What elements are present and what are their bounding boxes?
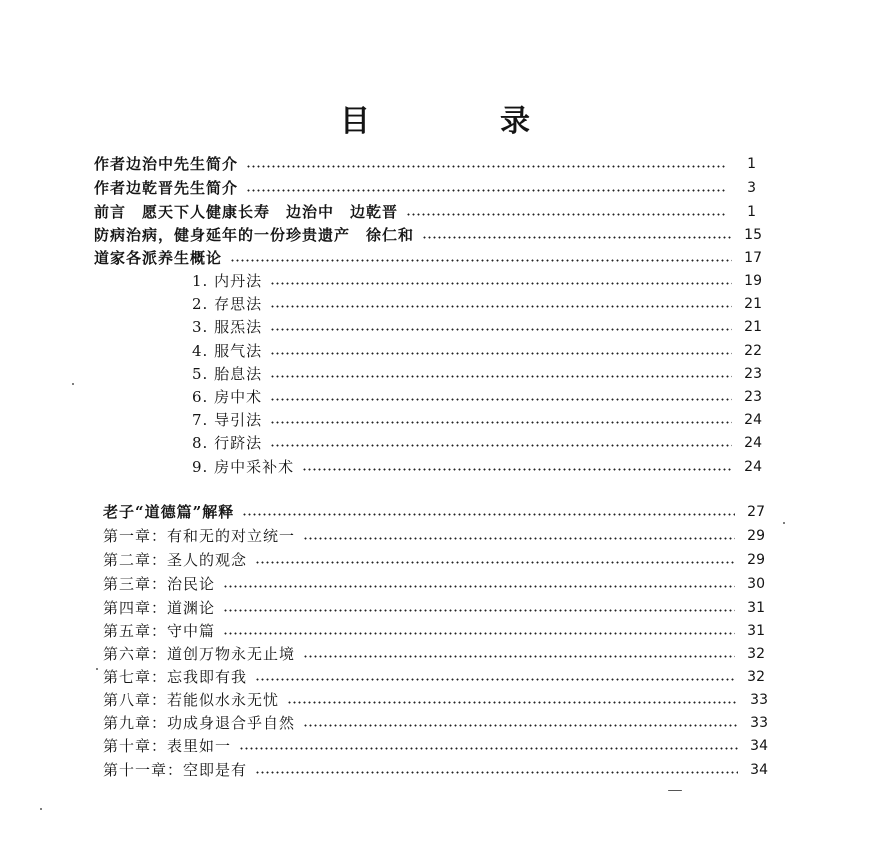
toc-entry[interactable]: [103, 663, 765, 686]
toc-entry-label: 第九章：功成身退合乎自然: [103, 714, 296, 732]
dot-leader: [303, 655, 735, 658]
dot-leader: [255, 561, 735, 564]
dot-leader: [270, 305, 732, 308]
toc-entry-label: 7. 导引法: [192, 411, 263, 429]
dot-leader: [270, 282, 732, 285]
dot-leader: [255, 771, 738, 774]
toc-entry-page: 33: [750, 715, 768, 731]
toc-entry-label: 第一章：有和无的对立统一: [103, 527, 296, 545]
toc-entry-label: 第二章：圣人的观念: [103, 551, 248, 569]
dot-leader: [302, 468, 732, 471]
toc-entry-label: 1. 内丹法: [192, 272, 263, 290]
toc-entry-page: 31: [747, 623, 765, 639]
toc-entry[interactable]: [103, 617, 765, 640]
dot-leader: [223, 609, 735, 612]
dot-leader: [270, 328, 732, 331]
toc-entry-label: 作者边乾晋先生简介: [94, 179, 239, 197]
toc-entry-label: 第三章：治民论: [103, 575, 216, 593]
toc-entry-label: 第十章：表里如一: [103, 737, 232, 755]
toc-entry[interactable]: [103, 756, 768, 779]
toc-entry-page: 22: [744, 343, 762, 359]
toc-entry[interactable]: [192, 383, 762, 406]
toc-entry[interactable]: [103, 546, 765, 569]
toc-entry-label: 9. 房中采补术: [192, 458, 295, 476]
toc-entry-label: 第五章：守中篇: [103, 622, 216, 640]
toc-entry-label: 第六章：道创万物永无止境: [103, 645, 296, 663]
toc-entry-page: 30: [747, 576, 765, 592]
toc-entry-label: 第八章：若能似水永无忧: [103, 691, 280, 709]
toc-entry-label: 作者边治中先生简介: [94, 155, 239, 173]
toc-entry-label: 5. 胎息法: [192, 365, 263, 383]
toc-entry[interactable]: [192, 429, 762, 452]
dot-leader: [270, 375, 732, 378]
toc-entry-label: 老子“道德篇”解释: [103, 503, 235, 521]
dot-leader: [223, 632, 735, 635]
toc-entry[interactable]: [103, 732, 768, 755]
dot-leader: [246, 189, 726, 192]
toc-entry-label: 第七章：忘我即有我: [103, 668, 248, 686]
page-title: 目 录: [340, 104, 580, 139]
toc-entry-page: 23: [744, 389, 762, 405]
toc-entry[interactable]: [103, 498, 765, 521]
toc-entry-page: 34: [750, 738, 768, 754]
dot-leader: [303, 724, 738, 727]
toc-entry[interactable]: [192, 290, 762, 313]
toc-entry[interactable]: [192, 360, 762, 383]
dot-leader: [270, 421, 732, 424]
toc-entry-page: 24: [744, 435, 762, 451]
toc-entry[interactable]: [94, 174, 756, 197]
dot-leader: [239, 747, 738, 750]
toc-entry-page: 31: [747, 600, 765, 616]
toc-entry-label: 8. 行跻法: [192, 434, 263, 452]
toc-entry[interactable]: [103, 686, 768, 709]
toc-entry-page: 23: [744, 366, 762, 382]
toc-entry-label: 2. 存思法: [192, 295, 263, 313]
toc-entry-page: 27: [747, 504, 765, 520]
dot-leader: [270, 444, 732, 447]
dot-leader: [223, 585, 735, 588]
toc-entry[interactable]: [192, 453, 762, 476]
dot-leader: [422, 236, 732, 239]
toc-entry-label: 道家各派养生概论: [94, 249, 223, 267]
toc-entry-label: 6. 房中术: [192, 388, 263, 406]
toc-entry-page: 15: [744, 227, 762, 243]
toc-entry-page: 34: [750, 762, 768, 778]
scan-speck: [72, 383, 74, 385]
dot-leader: [303, 537, 735, 540]
dot-leader: [270, 352, 732, 355]
toc-entry-page: 1: [747, 204, 756, 220]
toc-entry[interactable]: [192, 313, 762, 336]
toc-entry[interactable]: [192, 406, 762, 429]
toc-entry[interactable]: [94, 221, 762, 244]
toc-entry-page: 33: [750, 692, 768, 708]
toc-entry[interactable]: [103, 640, 765, 663]
dot-leader: [287, 701, 738, 704]
toc-entry-label: 第四章：道渊论: [103, 599, 216, 617]
dot-leader: [255, 678, 735, 681]
toc-entry-label: 4. 服气法: [192, 342, 263, 360]
toc-entry[interactable]: [94, 198, 756, 221]
toc-entry-page: 3: [747, 180, 756, 196]
toc-entry[interactable]: [103, 522, 765, 545]
toc-entry-page: 21: [744, 296, 762, 312]
scan-speck: [783, 522, 785, 524]
toc-entry-label: 3. 服炁法: [192, 318, 263, 336]
dot-leader: [246, 165, 726, 168]
dot-leader: [270, 398, 732, 401]
toc-entry-page: 32: [747, 646, 765, 662]
toc-entry[interactable]: [103, 570, 765, 593]
dot-leader: [242, 513, 735, 516]
toc-entry[interactable]: [94, 244, 762, 267]
toc-entry-label: 第十一章：空即是有: [103, 761, 248, 779]
toc-entry[interactable]: [192, 267, 762, 290]
toc-entry-page: 32: [747, 669, 765, 685]
dot-leader: [230, 259, 732, 262]
dot-leader: [406, 213, 726, 216]
toc-entry-page: 1: [747, 156, 756, 172]
toc-entry[interactable]: [103, 709, 768, 732]
toc-entry-page: 21: [744, 319, 762, 335]
toc-entry-label: 防病治病，健身延年的一份珍贵遗产 徐仁和: [94, 226, 415, 244]
toc-entry[interactable]: [103, 594, 765, 617]
toc-entry-page: 19: [744, 273, 762, 289]
toc-entry[interactable]: [94, 150, 756, 173]
toc-entry-label: 前言 愿天下人健康长寿 边治中 边乾晋: [94, 203, 399, 221]
toc-entry-page: 24: [744, 412, 762, 428]
toc-entry-page: 24: [744, 459, 762, 475]
scan-speck: [40, 808, 42, 810]
scan-speck: [96, 668, 98, 670]
toc-entry[interactable]: [192, 337, 762, 360]
toc-entry-page: 29: [747, 552, 765, 568]
toc-entry-page: 29: [747, 528, 765, 544]
scan-speck: [668, 790, 682, 791]
toc-entry-page: 17: [744, 250, 762, 266]
